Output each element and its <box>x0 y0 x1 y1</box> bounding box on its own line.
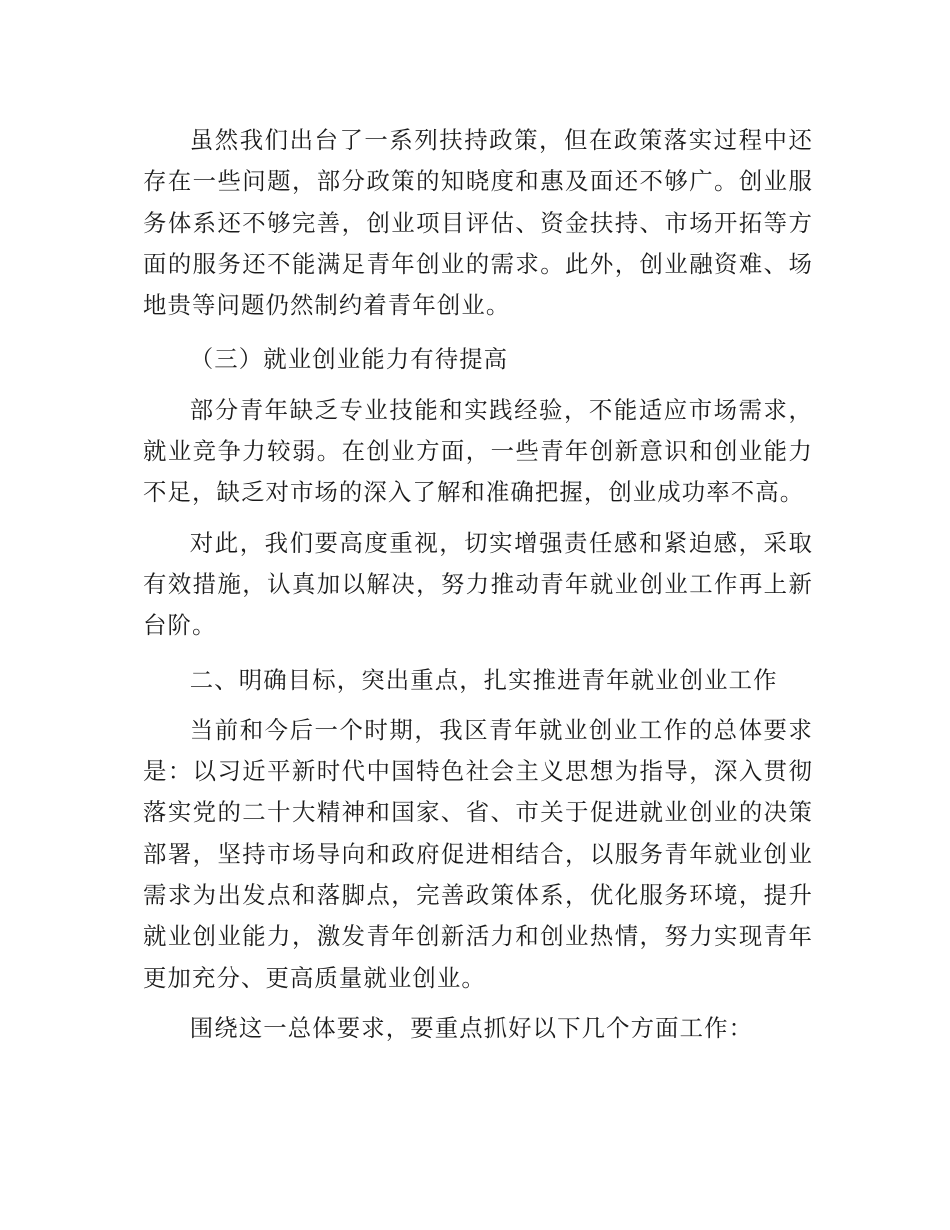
section-heading-goals: 二、明确目标，突出重点，扎实推进青年就业创业工作 <box>189 665 778 694</box>
paragraph-key-tasks-intro: 围绕这一总体要求，要重点抓好以下几个方面工作： <box>189 1013 754 1042</box>
document-body <box>143 120 813 1049</box>
paragraph-overall-requirements: 当前和今后一个时期，我区青年就业创业工作的总体要求是：以习近平新时代中国特色社会主义思想为指导，深入贯彻落实党的二十大精神和国家、省、市关于促进就业创业的决策部署，坚持市场导向和政府促进相结合，以服务青年就业创业需求为出发点和落脚点，完善政策体系，优化服务环境，提升就业创业能力，激发青年创新活力和创业热情，努力实现青年更加充分、更高质量就业创业。 <box>143 715 813 992</box>
paragraph-policy-issues: 虽然我们出台了一系列扶持政策，但在政策落实过程中还存在一些问题，部分政策的知晓度和惠及面还不够广。创业服务体系还不够完善，创业项目评估、资金扶持、市场开拓等方面的服务还不能满足青年创业的需求。此外，创业融资难、场地贵等问题仍然制约着青年创业。 <box>143 126 813 320</box>
section-heading-ability: （三）就业创业能力有待提高 <box>189 345 509 374</box>
paragraph-ability-issues: 部分青年缺乏专业技能和实践经验，不能适应市场需求，就业竞争力较弱。在创业方面，一些青年创新意识和创业能力不足，缺乏对市场的深入了解和准确把握，创业成功率不高。 <box>143 395 813 507</box>
paragraph-response: 对此，我们要高度重视，切实增强责任感和紧迫感，采取有效措施，认真加以解决，努力推动青年就业创业工作再上新台阶。 <box>143 528 813 640</box>
